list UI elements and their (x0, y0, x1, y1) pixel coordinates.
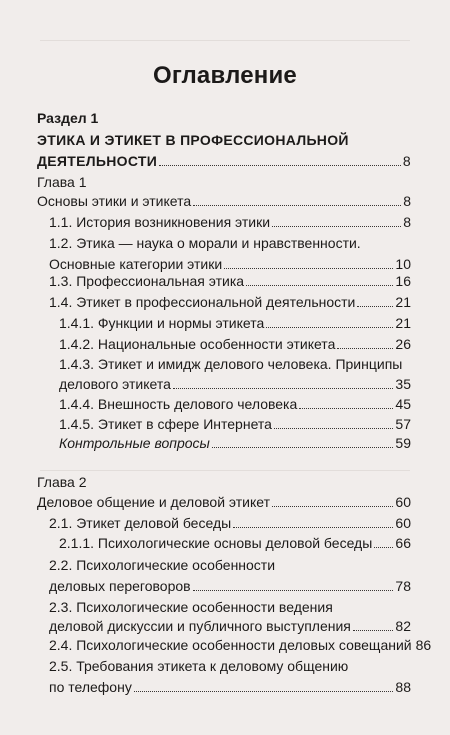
page-number: 21 (395, 294, 411, 310)
toc-entry[interactable] (49, 271, 411, 291)
page-number: 8 (402, 153, 411, 169)
toc-entry[interactable] (49, 212, 411, 232)
page-number: 60 (395, 515, 411, 531)
leader-dots (159, 165, 401, 166)
entry-title: 1.4.2. Национальные особенности этикета (59, 336, 336, 352)
page-number: 59 (395, 435, 411, 451)
entry-title: 1.4. Этикет в профессиональной деятельности (49, 294, 356, 310)
entry-title-line2: по телефону (49, 679, 132, 695)
toc-entry-chapter[interactable] (37, 492, 411, 512)
page-number: 45 (395, 396, 411, 412)
toc-entry[interactable] (59, 313, 411, 333)
entry-title: 1.3. Профессиональная этика (49, 273, 245, 289)
entry-title-line2: делового этикета (59, 376, 171, 392)
page-number: 8 (403, 193, 411, 209)
leader-dots (212, 447, 394, 448)
entry-title-line1: 1.2. Этика — наука о морали и нравственности. (49, 235, 361, 251)
toc-entry[interactable] (59, 414, 411, 434)
entry-title: 1.4.1. Функции и нормы этикета (59, 315, 265, 331)
section-heading-line2: ДЕЯТЕЛЬНОСТИ (37, 153, 158, 169)
leader-dots (266, 327, 393, 328)
leader-dots (374, 547, 393, 548)
entry-title: 1.1. История возникновения этики (49, 214, 271, 230)
leader-dots (357, 306, 393, 307)
entry-title-line1: 2.3. Психологические особенности ведения (49, 599, 333, 615)
toc-entry-section[interactable] (37, 151, 411, 171)
page-number: 21 (395, 315, 411, 331)
entry-title: 2.4. Психологические особенности деловых совещаний (49, 637, 412, 653)
page-number: 60 (395, 494, 411, 510)
toc-entry[interactable] (49, 616, 411, 636)
page-number: 57 (395, 416, 411, 432)
leader-dots (173, 388, 394, 389)
page-number: 86 (415, 637, 432, 653)
page-number: 82 (395, 618, 411, 634)
section-label: Раздел 1 (37, 110, 99, 126)
leader-dots (353, 630, 394, 631)
page-number: 35 (395, 376, 411, 392)
chapter-label: Глава 2 (37, 474, 87, 490)
toc-entry[interactable] (59, 433, 411, 453)
toc-entry[interactable] (49, 576, 411, 596)
toc-entry[interactable] (49, 513, 411, 533)
leader-dots (193, 205, 401, 206)
toc-entry[interactable] (59, 374, 411, 394)
toc-entry-chapter[interactable] (37, 191, 411, 211)
bleed-through-line (40, 470, 410, 471)
section-heading-line1: ЭТИКА И ЭТИКЕТ В ПРОФЕССИОНАЛЬНОЙ (37, 132, 349, 148)
page-title: Оглавление (153, 62, 297, 89)
toc-entry[interactable] (49, 635, 432, 655)
entry-title: 1.4.4. Внешность делового человека (59, 396, 298, 412)
page-number: 16 (395, 273, 411, 289)
bleed-through-line (40, 40, 410, 41)
page-number: 8 (403, 214, 411, 230)
toc-entry[interactable] (59, 533, 411, 553)
page-number: 10 (395, 256, 411, 272)
page-number: 88 (395, 679, 411, 695)
toc-entry[interactable] (59, 334, 411, 354)
page-number: 26 (395, 336, 411, 352)
leader-dots (274, 428, 393, 429)
entry-title-line2: деловой дискуссии и публичного выступления (49, 618, 351, 634)
leader-dots (272, 506, 393, 507)
leader-dots (233, 527, 393, 528)
page-number: 66 (395, 535, 411, 551)
toc-entry[interactable] (49, 677, 411, 697)
entry-title-line2: Основные категории этики (49, 256, 223, 272)
entry-title-line2: деловых переговоров (49, 578, 191, 594)
entry-title: 2.1.1. Психологические основы деловой беседы (59, 535, 373, 551)
entry-title: 1.4.5. Этикет в сфере Интернета (59, 416, 272, 432)
toc-entry[interactable] (49, 292, 411, 312)
leader-dots (337, 348, 393, 349)
entry-title: 2.1. Этикет деловой беседы (49, 515, 232, 531)
leader-dots (193, 590, 394, 591)
page-number: 78 (395, 578, 411, 594)
entry-title-line1: 2.5. Требования этикета к деловому общению (49, 658, 349, 674)
entry-title: Деловое общение и деловой этикет (37, 494, 271, 510)
leader-dots (272, 226, 401, 227)
leader-dots (246, 285, 393, 286)
leader-dots (224, 268, 393, 269)
leader-dots (299, 408, 393, 409)
entry-title-line1: 1.4.3. Этикет и имидж делового человека. Принципы (59, 356, 403, 372)
entry-title: Основы этики и этикета (37, 193, 192, 209)
entry-title-line1: 2.2. Психологические особенности (49, 557, 276, 573)
entry-title: Контрольные вопросы (59, 435, 210, 451)
toc-entry[interactable] (59, 394, 411, 414)
chapter-label: Глава 1 (37, 174, 87, 190)
leader-dots (134, 691, 394, 692)
